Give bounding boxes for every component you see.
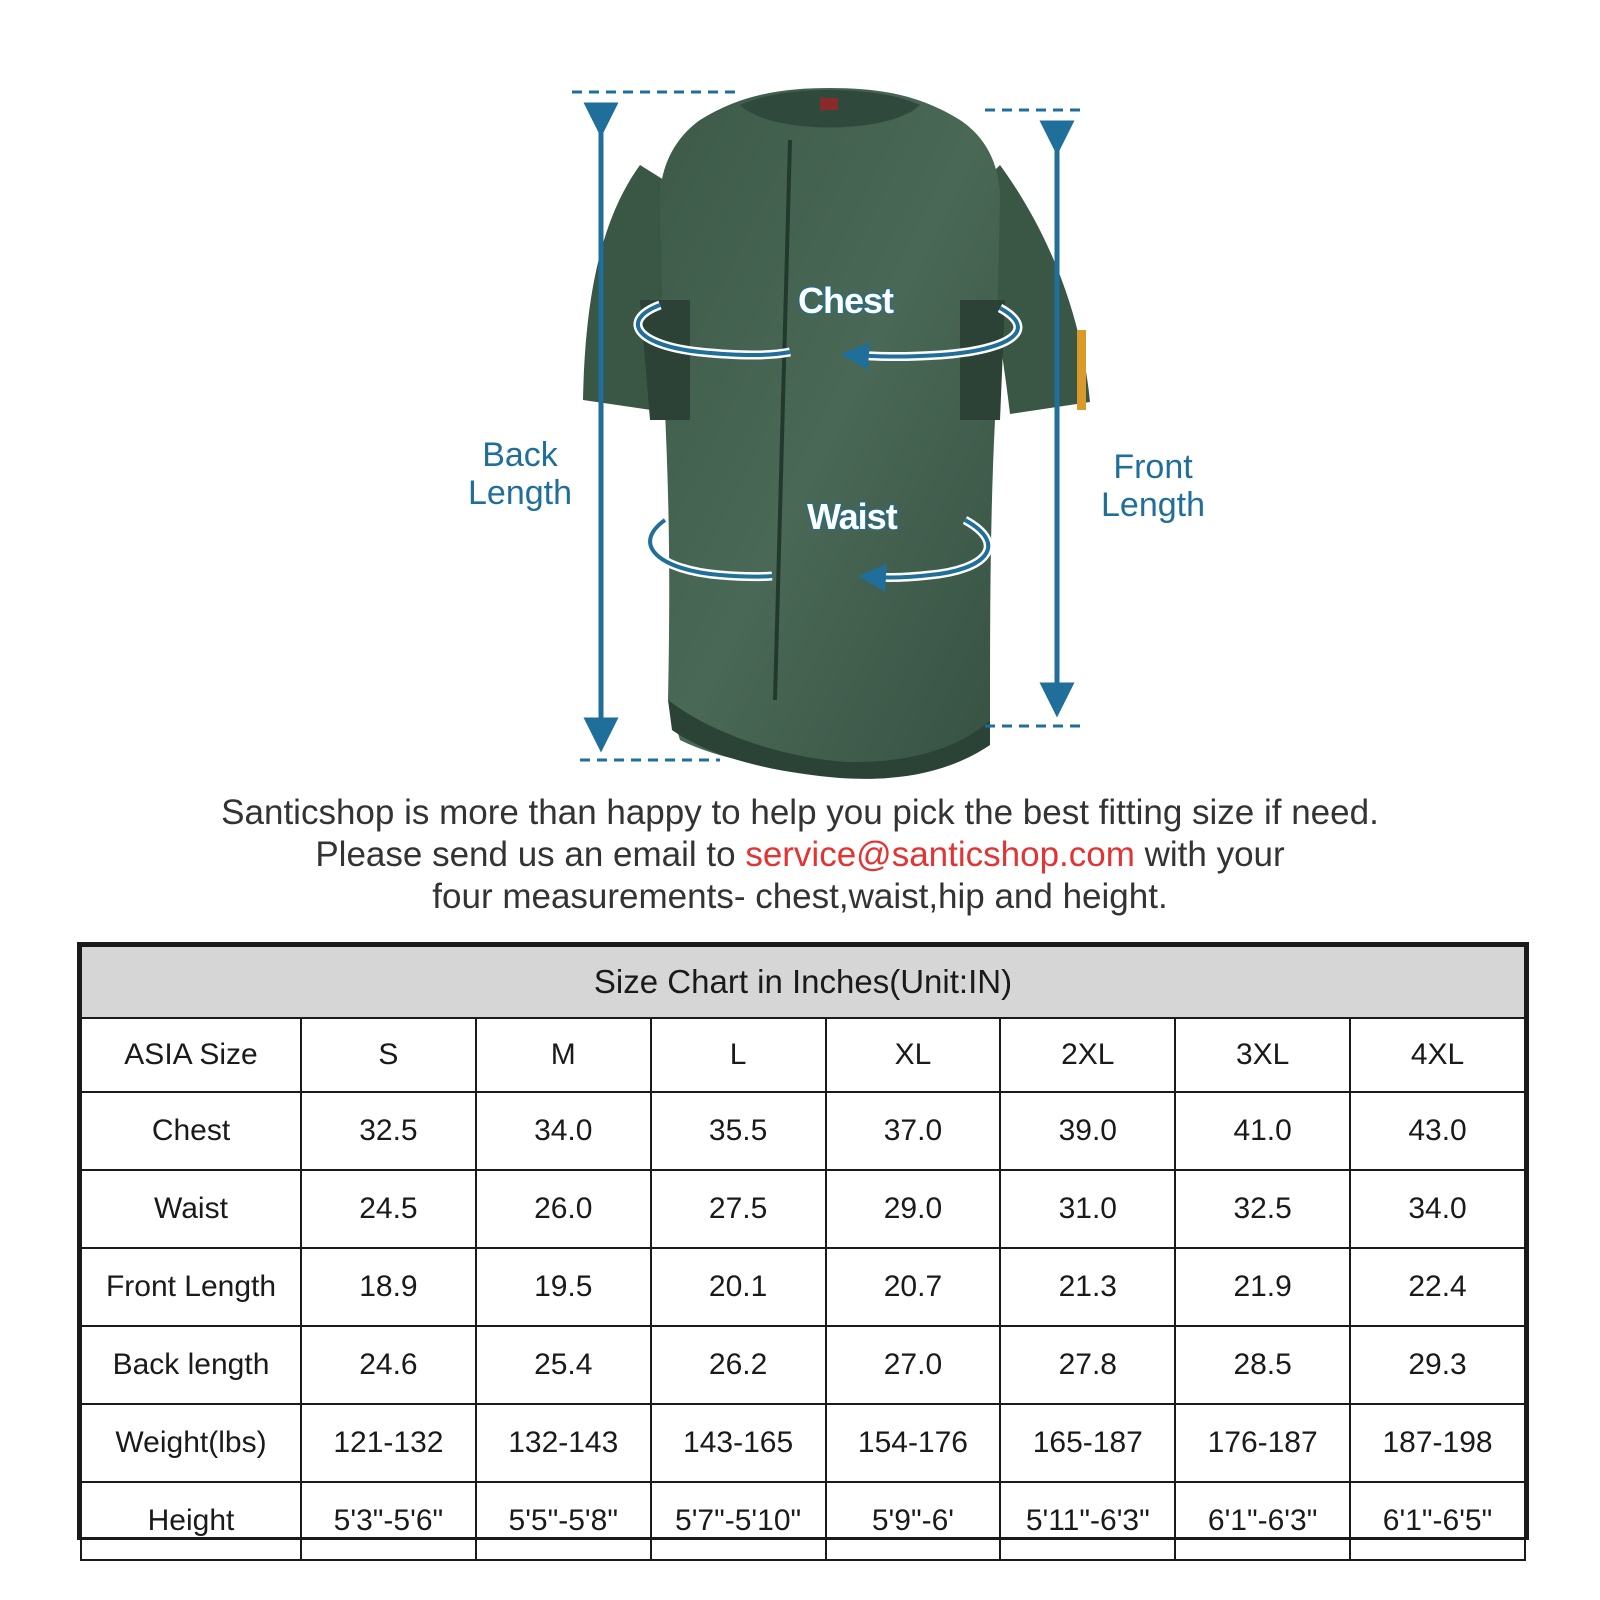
table-cell: 39.0: [1000, 1092, 1175, 1170]
size-header-cell: 3XL: [1175, 1018, 1350, 1092]
jersey-illustration: [0, 0, 1600, 790]
table-cell: 154-176: [826, 1404, 1001, 1482]
table-cell: 27.8: [1000, 1326, 1175, 1404]
intro-line-2: Please send us an email to service@santicshop.com with your: [315, 835, 1285, 874]
table-cell: 31.0: [1000, 1170, 1175, 1248]
support-email-link[interactable]: service@santicshop.com: [745, 835, 1135, 874]
table-cell: 19.5: [476, 1248, 651, 1326]
row-label: Back length: [81, 1326, 301, 1404]
size-chart-body: [81, 1018, 1525, 1560]
table-cell: 143-165: [651, 1404, 826, 1482]
size-header-cell: M: [476, 1018, 651, 1092]
table-cell: 20.1: [651, 1248, 826, 1326]
right-mesh-panel: [960, 300, 1005, 420]
table-cell: 34.0: [476, 1092, 651, 1170]
row-label: Front Length: [81, 1248, 301, 1326]
table-cell: 5'7"-5'10": [651, 1482, 826, 1560]
size-header-row: [81, 1018, 1525, 1092]
table-cell: 32.5: [1175, 1170, 1350, 1248]
intro-line-1: Santicshop is more than happy to help you pick the best fitting size if need.: [221, 793, 1379, 832]
table-row: [81, 1482, 1525, 1560]
waist-label: Waist: [807, 496, 897, 537]
table-cell: 6'1"-6'3": [1175, 1482, 1350, 1560]
table-cell: 24.6: [301, 1326, 476, 1404]
table-cell: 165-187: [1000, 1404, 1175, 1482]
table-cell: 5'9"-6': [826, 1482, 1001, 1560]
table-cell: 6'1"-6'5": [1350, 1482, 1525, 1560]
table-cell: 32.5: [301, 1092, 476, 1170]
intro-text: [0, 792, 1600, 918]
jersey-measurement-figure: [0, 0, 1600, 790]
table-cell: 21.3: [1000, 1248, 1175, 1326]
table-cell: 5'3"-5'6": [301, 1482, 476, 1560]
row-label: Height: [81, 1482, 301, 1560]
table-cell: 27.0: [826, 1326, 1001, 1404]
table-cell: 27.5: [651, 1170, 826, 1248]
table-cell: 187-198: [1350, 1404, 1525, 1482]
table-cell: 28.5: [1175, 1326, 1350, 1404]
table-row: [81, 1092, 1525, 1170]
table-cell: 20.7: [826, 1248, 1001, 1326]
table-row: [81, 1248, 1525, 1326]
table-row: [81, 1404, 1525, 1482]
table-cell: 24.5: [301, 1170, 476, 1248]
table-row: [81, 1170, 1525, 1248]
table-cell: 29.3: [1350, 1326, 1525, 1404]
table-cell: 21.9: [1175, 1248, 1350, 1326]
table-row: [81, 1326, 1525, 1404]
size-chart-caption: Size Chart in Inches(Unit:IN): [81, 946, 1525, 1018]
table-cell: 5'5"-5'8": [476, 1482, 651, 1560]
table-cell: 5'11"-6'3": [1000, 1482, 1175, 1560]
table-cell: 43.0: [1350, 1092, 1525, 1170]
size-header-cell: 2XL: [1000, 1018, 1175, 1092]
row-label: Waist: [81, 1170, 301, 1248]
table-cell: 37.0: [826, 1092, 1001, 1170]
size-header-cell: XL: [826, 1018, 1001, 1092]
table-cell: 121-132: [301, 1404, 476, 1482]
back-length-label: Back Length: [468, 436, 572, 512]
size-header-cell: S: [301, 1018, 476, 1092]
size-chart-table: [80, 945, 1526, 1561]
table-cell: 22.4: [1350, 1248, 1525, 1326]
table-cell: 41.0: [1175, 1092, 1350, 1170]
table-cell: 18.9: [301, 1248, 476, 1326]
table-cell: 26.0: [476, 1170, 651, 1248]
front-length-label: Front Length: [1101, 448, 1205, 524]
size-header-label: ASIA Size: [81, 1018, 301, 1092]
table-cell: 29.0: [826, 1170, 1001, 1248]
sleeve-accent-stripe: [1077, 330, 1086, 410]
size-header-cell: 4XL: [1350, 1018, 1525, 1092]
row-label: Chest: [81, 1092, 301, 1170]
chest-label: Chest: [798, 280, 894, 321]
table-cell: 35.5: [651, 1092, 826, 1170]
intro-line-3: four measurements- chest,waist,hip and height.: [432, 877, 1168, 916]
table-cell: 132-143: [476, 1404, 651, 1482]
table-cell: 26.2: [651, 1326, 826, 1404]
size-header-cell: L: [651, 1018, 826, 1092]
table-cell: 34.0: [1350, 1170, 1525, 1248]
row-label: Weight(lbs): [81, 1404, 301, 1482]
collar-tag: [820, 98, 838, 110]
table-cell: 25.4: [476, 1326, 651, 1404]
table-cell: 176-187: [1175, 1404, 1350, 1482]
jersey-body: [660, 88, 1000, 776]
size-chart: [77, 942, 1529, 1540]
